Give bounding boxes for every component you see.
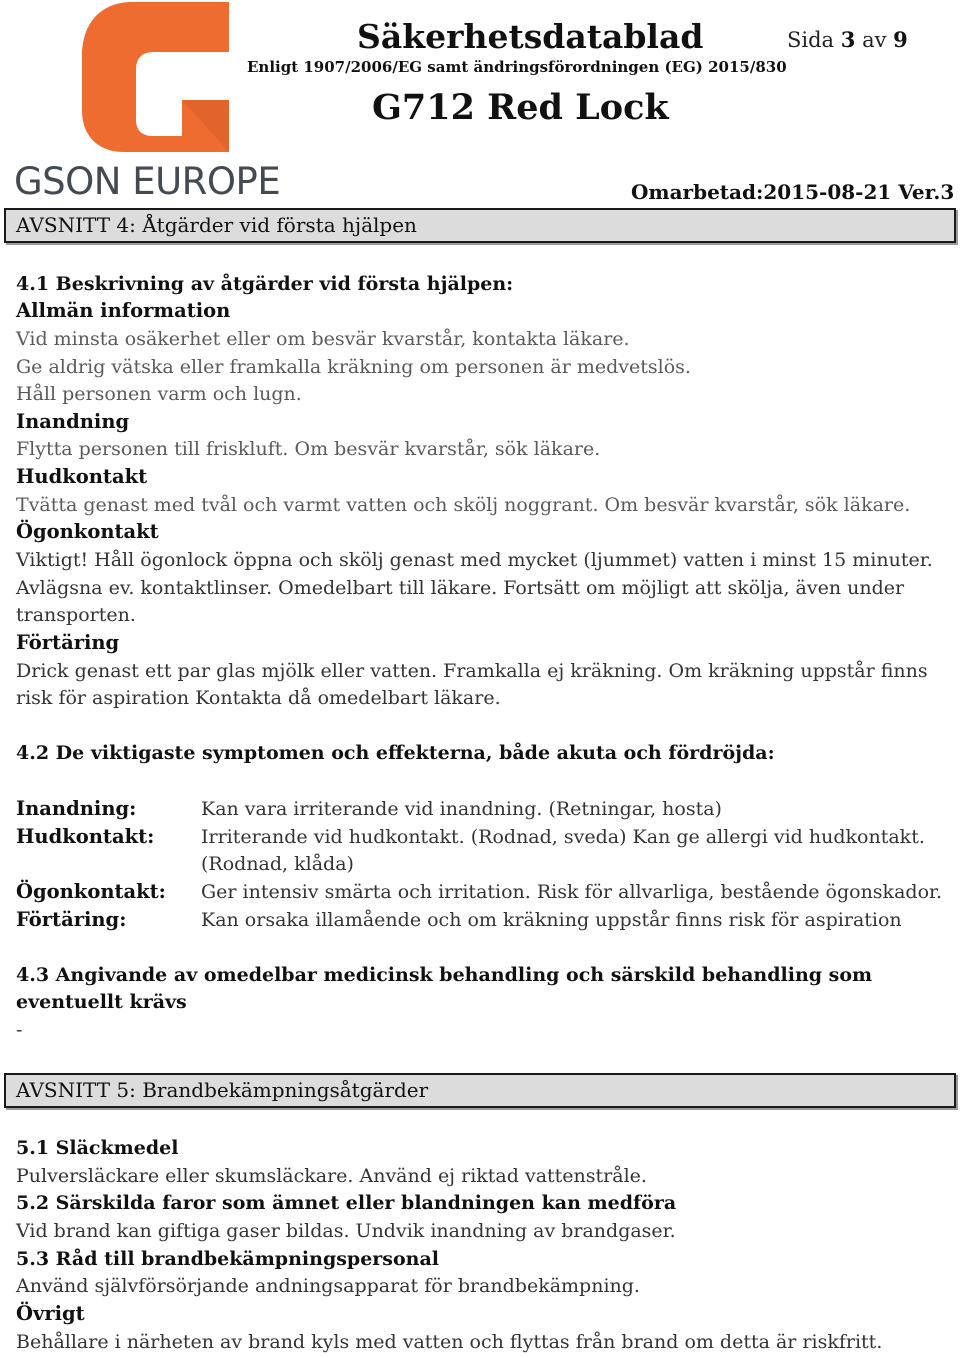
skin-contact-text: Tvätta genast med tvål och varmt vatten och skölj noggrant. Om besvär kvarstår, sök läkare. bbox=[16, 494, 911, 516]
skin-contact-label: Hudkontakt bbox=[16, 465, 148, 488]
section-4-title: AVSNITT 4: Åtgärder vid första hjälpen bbox=[16, 213, 417, 237]
logo-wordmark: GSON EUROPE bbox=[14, 160, 281, 203]
eye-contact-line: Avlägsna ev. kontaktlinser. Omedelbart till läkare. Fortsätt om möjligt att skölja, även under bbox=[16, 577, 905, 599]
subsection-4-3-text: - bbox=[16, 1019, 23, 1041]
section-5-title: AVSNITT 5: Brandbekämpningsåtgärder bbox=[16, 1078, 429, 1102]
symptom-text: (Rodnad, klåda) bbox=[201, 853, 354, 875]
subsection-4-2-heading: 4.2 De viktigaste symptomen och effekterna, både akuta och fördröjda: bbox=[16, 742, 775, 764]
symptom-text: Irriterande vid hudkontakt. (Rodnad, sveda) Kan ge allergi vid hudkontakt. bbox=[201, 826, 925, 848]
logo-mark-icon bbox=[14, 0, 284, 160]
general-line: Ge aldrig vätska eller framkalla kräkning om personen är medvetslös. bbox=[16, 356, 691, 378]
company-logo bbox=[14, 0, 284, 205]
eye-contact-line: Viktigt! Håll ögonlock öppna och skölj genast med mycket (ljummet) vatten i minst 15 minuter. bbox=[16, 549, 933, 571]
regulation-line: Enligt 1907/2006/EG samt ändringsförordningen (EG) 2015/830 bbox=[247, 58, 787, 76]
subsection-4-3-heading-cont: eventuellt krävs bbox=[16, 991, 187, 1013]
eye-contact-label: Ögonkontakt bbox=[16, 520, 159, 543]
inhalation-label: Inandning bbox=[16, 410, 130, 433]
other-text: Behållare i närheten av brand kyls med vatten och flyttas från brand om detta är riskfritt. bbox=[16, 1331, 883, 1353]
subsection-4-1-heading: 4.1 Beskrivning av åtgärder vid första hjälpen: bbox=[16, 273, 514, 295]
page-current: 3 bbox=[840, 27, 856, 52]
ingestion-label: Förtäring bbox=[16, 631, 120, 654]
ingestion-line: Drick genast ett par glas mjölk eller vatten. Framkalla ej kräkning. Om kräkning uppstår finns bbox=[16, 660, 928, 682]
subsection-5-3-text: Använd självförsörjande andningsapparat för brandbekämpning. bbox=[16, 1275, 640, 1297]
subsection-5-3-heading: 5.3 Råd till brandbekämpningspersonal bbox=[16, 1248, 440, 1270]
subsection-5-2-text: Vid brand kan giftiga gaser bildas. Undvik inandning av brandgaser. bbox=[16, 1220, 676, 1242]
symptom-label: Inandning: bbox=[16, 797, 137, 820]
eye-contact-line: transporten. bbox=[16, 604, 136, 626]
subsection-5-2-heading: 5.2 Särskilda faror som ämnet eller blandningen kan medföra bbox=[16, 1192, 677, 1214]
general-info-label: Allmän information bbox=[16, 299, 231, 322]
ingestion-line: risk för aspiration Kontakta då omedelbart läkare. bbox=[16, 687, 501, 709]
product-name: G712 Red Lock bbox=[372, 87, 669, 128]
other-label: Övrigt bbox=[16, 1302, 85, 1325]
general-line: Håll personen varm och lugn. bbox=[16, 383, 302, 405]
symptom-text: Kan vara irriterande vid inandning. (Retningar, hosta) bbox=[201, 798, 722, 820]
subsection-5-1-text: Pulversläckare eller skumsläckare. Använd ej riktad vattenstråle. bbox=[16, 1165, 647, 1187]
general-line: Vid minsta osäkerhet eller om besvär kvarstår, kontakta läkare. bbox=[16, 328, 630, 350]
page-indicator bbox=[787, 27, 908, 52]
section-5-bar bbox=[4, 1073, 956, 1108]
symptom-text: Kan orsaka illamående och om kräkning uppstår finns risk för aspiration bbox=[201, 909, 902, 931]
revision-date: Omarbetad:2015-08-21 Ver.3 bbox=[631, 180, 955, 204]
page-total: 9 bbox=[893, 27, 908, 52]
symptom-label: Förtäring: bbox=[16, 908, 127, 931]
section-4-bar bbox=[4, 208, 956, 243]
page-prefix: Sida bbox=[787, 28, 835, 52]
subsection-4-3-heading: 4.3 Angivande av omedelbar medicinsk behandling och särskild behandling som bbox=[16, 964, 873, 986]
document-title: Säkerhetsdatablad bbox=[357, 17, 704, 56]
symptom-label: Ögonkontakt: bbox=[16, 880, 166, 903]
symptom-text: Ger intensiv smärta och irritation. Risk för allvarliga, bestående ögonskador. bbox=[201, 881, 943, 903]
subsection-5-1-heading: 5.1 Släckmedel bbox=[16, 1137, 179, 1159]
page-separator: av bbox=[862, 28, 887, 52]
symptom-label: Hudkontakt: bbox=[16, 825, 155, 848]
inhalation-text: Flytta personen till friskluft. Om besvär kvarstår, sök läkare. bbox=[16, 438, 601, 460]
